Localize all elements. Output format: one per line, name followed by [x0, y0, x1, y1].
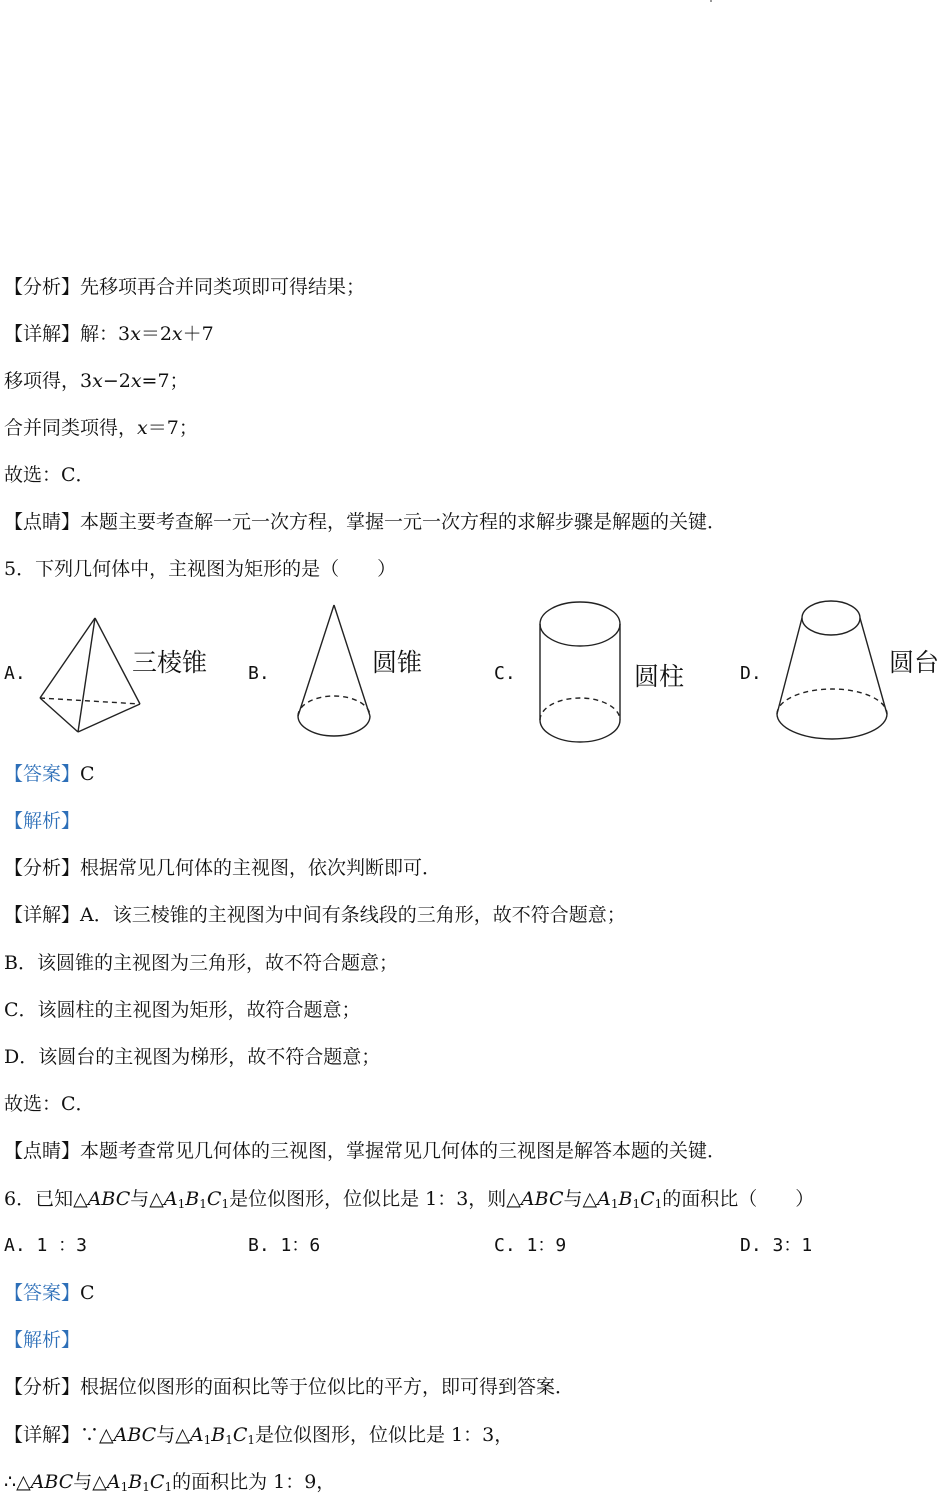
q5-option-c-letter: C.: [494, 663, 516, 684]
analysis-text: 先移项再合并同类项即可得结果；: [80, 276, 366, 298]
analysis-text: 根据位似图形的面积比等于位似比的平方，即可得到答案．: [80, 1376, 575, 1398]
q5-option-b-label: 圆锥: [372, 648, 423, 677]
subscript: 1: [247, 1433, 256, 1447]
variable-x: x: [171, 323, 183, 345]
q6-stem: [4, 1187, 814, 1211]
q4-analysis-line: [4, 275, 365, 299]
scan-dot: [710, 0, 712, 2]
answer-value: C: [80, 1282, 95, 1304]
step-text: 合并同类项得，: [4, 417, 138, 439]
q4-detail-line: [4, 322, 214, 346]
stem-text: 与△: [563, 1188, 598, 1210]
q5-detail-d: D．该圆台的主视图为梯形，故不符合题意；: [4, 1046, 381, 1068]
vertex-b: B: [185, 1188, 200, 1210]
vertex-c: C: [232, 1424, 248, 1446]
subscript: 1: [142, 1480, 150, 1494]
q5-option-d-letter: D.: [740, 663, 762, 684]
equation-part: ＋7: [182, 323, 214, 345]
q6-conclusion-line: [4, 1470, 335, 1494]
vertex-c: C: [640, 1188, 655, 1210]
q4-choice-line: 故选：C．: [4, 464, 95, 486]
answer-value: C: [80, 763, 95, 785]
q5-option-a-letter: A.: [4, 663, 26, 684]
vertex-c: C: [206, 1188, 222, 1210]
analysis-tag: 【分析】: [4, 857, 81, 879]
subscript: 1: [164, 1480, 173, 1494]
variable-x: x: [137, 417, 148, 439]
q6-explanation-tag: 【解析】: [4, 1329, 81, 1351]
q4-comment-line: [4, 510, 726, 534]
variable-x: x: [130, 323, 141, 345]
q5-analysis-line: [4, 856, 441, 880]
subscript: 1: [632, 1197, 641, 1211]
step-text: 移项得，3: [4, 370, 93, 392]
q5-option-b-letter: B.: [248, 663, 270, 684]
stem-text: 6．已知△: [4, 1188, 88, 1210]
conclusion-text: 与△: [73, 1471, 107, 1493]
subscript: 1: [199, 1197, 207, 1211]
comment-tag: 【点睛】: [4, 511, 81, 533]
comment-tag: 【点睛】: [4, 1140, 81, 1162]
detail-text: 与△: [156, 1424, 190, 1446]
vertex-a: A: [189, 1424, 204, 1446]
variable-x: x: [130, 370, 142, 392]
q6-detail-line: [4, 1423, 513, 1447]
vertex-a: A: [597, 1188, 611, 1210]
q5-option-d-label: 圆台: [889, 648, 940, 677]
cone-figure: [290, 600, 380, 745]
stem-text: 与△: [130, 1188, 164, 1210]
analysis-tag: 【分析】: [4, 276, 81, 298]
analysis-tag: 【分析】: [4, 1376, 81, 1398]
triangle-abc: ABC: [113, 1424, 157, 1446]
vertex-b: B: [618, 1188, 633, 1210]
detail-text: ∵△: [80, 1424, 114, 1446]
triangle-abc: ABC: [520, 1188, 564, 1210]
conclusion-text: ∴△: [4, 1471, 31, 1493]
vertex-b: B: [128, 1471, 143, 1493]
q5-answer-line: [4, 762, 95, 786]
frustum-figure: [770, 596, 895, 748]
detail-tag: 【详解】: [4, 904, 81, 926]
q6-analysis-line: [4, 1375, 574, 1399]
q5-option-c-label: 圆柱: [634, 662, 685, 691]
step-text: ＝7；: [147, 417, 198, 439]
q5-stem: 5．下列几何体中，主视图为矩形的是（ ）: [4, 558, 397, 580]
comment-text: 本题主要考查解一元一次方程，掌握一元一次方程的求解步骤是解题的关键．: [80, 511, 727, 533]
analysis-text: 根据常见几何体的主视图，依次判断即可．: [80, 857, 442, 879]
q5-choice-line: 故选：C．: [4, 1093, 95, 1115]
step-text: =7；: [141, 370, 189, 392]
stem-text: 是位似图形，位似比是 1：3，则△: [229, 1188, 521, 1210]
q6-option-b: B. 1：6: [248, 1235, 321, 1256]
comment-text: 本题考查常见几何体的三视图，掌握常见几何体的三视图是解答本题的关键．: [80, 1140, 727, 1162]
subscript: 1: [120, 1480, 129, 1494]
q5-detail-line: [4, 903, 626, 927]
triangle-abc: ABC: [30, 1471, 74, 1493]
vertex-c: C: [149, 1471, 165, 1493]
q5-explanation-tag: 【解析】: [4, 810, 81, 832]
vertex-a: A: [163, 1188, 178, 1210]
subscript: 1: [221, 1197, 230, 1211]
vertex-a: A: [106, 1471, 121, 1493]
answer-tag: 【答案】: [4, 763, 81, 785]
detail-tag: 【详解】: [4, 323, 81, 345]
step-text: −2: [102, 370, 131, 392]
subscript: 1: [610, 1197, 619, 1211]
detail-tag: 【详解】: [4, 1424, 81, 1446]
subscript: 1: [225, 1433, 233, 1447]
q6-option-a: A. 1 ：3: [4, 1235, 88, 1256]
q4-step2-line: [4, 416, 198, 440]
q4-step1-line: [4, 369, 189, 393]
vertex-b: B: [211, 1424, 226, 1446]
q6-option-d: D. 3：1: [740, 1235, 813, 1256]
q6-option-c: C. 1：9: [494, 1235, 567, 1256]
equation-part: ＝2: [140, 323, 172, 345]
q5-detail-b: B．该圆锥的主视图为三角形，故不符合题意；: [4, 952, 398, 974]
triangle-abc: ABC: [87, 1188, 131, 1210]
detail-text: 是位似图形，位似比是 1：3，: [255, 1424, 514, 1446]
variable-x: x: [92, 370, 103, 392]
answer-tag: 【答案】: [4, 1282, 81, 1304]
subscript: 1: [654, 1197, 663, 1211]
cylinder-figure: [532, 594, 632, 754]
equation-part: 解：3: [80, 323, 131, 345]
detail-text: A．该三棱锥的主视图为中间有条线段的三角形，故不符合题意；: [80, 904, 626, 926]
subscript: 1: [203, 1433, 212, 1447]
q6-answer-line: [4, 1281, 95, 1305]
subscript: 1: [177, 1197, 186, 1211]
stem-text: 的面积比（ ）: [662, 1188, 815, 1210]
q5-detail-c: C．该圆柱的主视图为矩形，故符合题意；: [4, 999, 361, 1021]
conclusion-text: 的面积比为 1：9，: [172, 1471, 336, 1493]
q5-option-a-label: 三棱锥: [132, 648, 208, 677]
q5-comment-line: [4, 1139, 726, 1163]
